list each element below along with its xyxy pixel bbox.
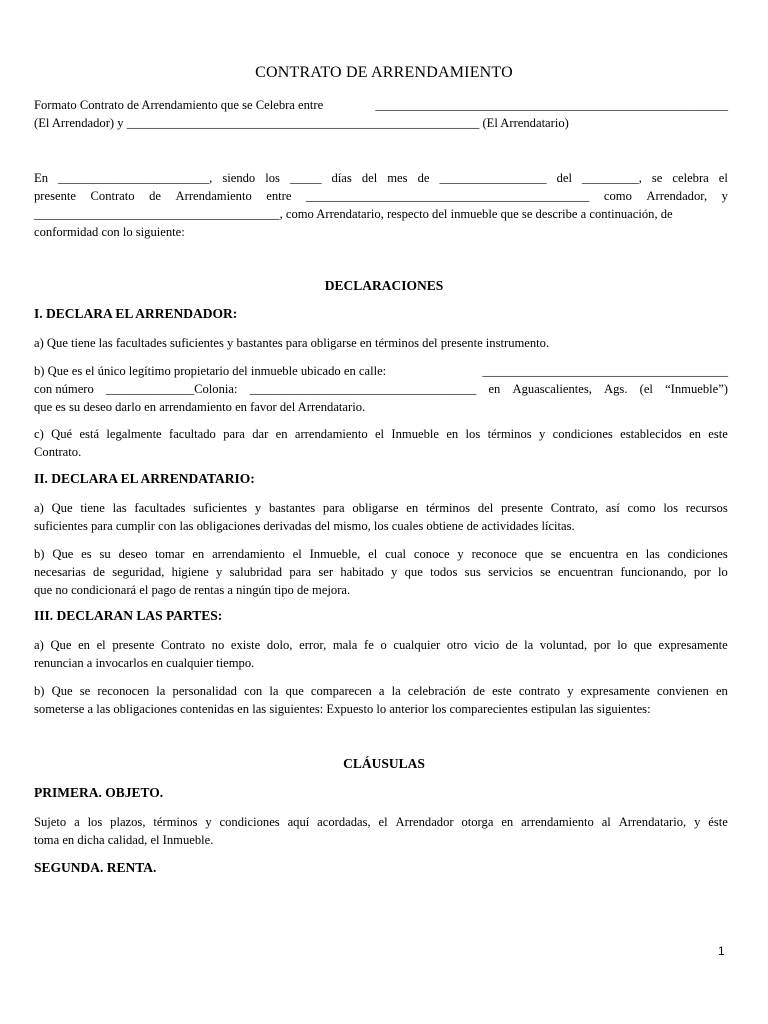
word: términos [487, 427, 532, 441]
word: facultado [169, 427, 216, 441]
word: Contrato [160, 638, 206, 652]
word: Arrendamiento [175, 189, 252, 203]
word: Sujeto [34, 815, 67, 829]
partes-clause-a: a) Que en el presente Contrato no existe dolo, error, mala fe o cualquier otro vicio de la voluntad, por lo que expresamente renuncian a invocarlos en cualquier tiempo. [34, 638, 728, 670]
word: necesarias [34, 565, 86, 579]
word: (el [639, 382, 653, 396]
word: otorga [461, 815, 494, 829]
word: Qué [51, 427, 73, 441]
word: convienen [657, 684, 709, 698]
word: existe [230, 638, 261, 652]
word: por [693, 565, 711, 579]
word: todos [430, 565, 458, 579]
word: el [368, 547, 378, 561]
word: así [605, 501, 620, 515]
word: del [556, 171, 572, 185]
word: y [539, 427, 546, 441]
clause-heading-primera: PRIMERA. OBJETO. [34, 785, 164, 800]
word: Que [50, 638, 72, 652]
fill-in-blank[interactable]: _____ [290, 171, 322, 185]
word: bastantes [268, 501, 316, 515]
word: o [380, 638, 387, 652]
justified-line [34, 682, 728, 700]
word: al [601, 815, 611, 829]
word: en [689, 427, 701, 441]
word: que [633, 638, 652, 652]
word: celebración [407, 684, 466, 698]
preamble-paragraph [34, 169, 728, 241]
intro-text: Formato Contrato de Arrendamiento que se Celebra entre [34, 98, 324, 112]
word: de [93, 565, 105, 579]
word: este [708, 427, 728, 441]
word: los [663, 501, 679, 515]
word: tomar [155, 547, 185, 561]
word: ser [318, 565, 334, 579]
word: siendo [222, 171, 256, 185]
justified-line [34, 545, 728, 563]
word: celebra [672, 171, 709, 185]
word: funcionando, [620, 565, 687, 579]
word: presente [34, 189, 76, 203]
justified-line [34, 499, 728, 517]
section-heading-partes: III. DECLARAN LAS PARTES: [34, 608, 223, 623]
word: mes [387, 171, 408, 185]
word: que [524, 547, 544, 561]
word: del [477, 501, 494, 515]
word: facultades [134, 501, 186, 515]
word: y [216, 565, 223, 579]
fill-in-blank[interactable]: ____________________________________ [249, 382, 477, 396]
word: conoce [413, 547, 450, 561]
word: aquí [287, 815, 310, 829]
word: reconoce [471, 547, 518, 561]
word: a) [34, 638, 44, 652]
street-blank[interactable]: _______________________________________ [482, 364, 728, 378]
word: Arrendador [395, 815, 454, 829]
word: b) [34, 547, 45, 561]
justified-line [34, 563, 728, 581]
word: Que [51, 684, 73, 698]
word: la [391, 684, 401, 698]
word: en [488, 382, 501, 396]
word: salubridad [229, 565, 283, 579]
word: a [378, 684, 385, 698]
word: días [331, 171, 352, 185]
word: mala [332, 638, 358, 652]
fill-in-blank[interactable]: _____________________________________________ [306, 189, 590, 203]
word: la [156, 684, 166, 698]
word: a) [34, 501, 44, 515]
word: expresamente [658, 638, 728, 652]
word: lo [718, 565, 728, 579]
word: Que [52, 547, 74, 561]
word: y [721, 189, 728, 203]
word: fe [364, 638, 374, 652]
word: el [378, 815, 388, 829]
word: con número [34, 382, 94, 396]
word: como [603, 189, 632, 203]
word: c) [34, 427, 44, 441]
word: arrendamiento [521, 815, 594, 829]
word: lo [617, 638, 628, 652]
word: comparecen [310, 684, 372, 698]
justified-line [34, 187, 728, 205]
word: que [285, 684, 304, 698]
word: reconocen [97, 684, 150, 698]
word: para [223, 427, 245, 441]
word: en [446, 427, 459, 441]
word: y [567, 684, 574, 698]
justified-line [34, 425, 728, 443]
word: b) [34, 684, 45, 698]
word: en [275, 427, 288, 441]
arrendador-name-blank[interactable]: ________________________________________________________ [375, 98, 728, 112]
word: el [292, 547, 302, 561]
intro-text: (El Arrendador) y [34, 116, 124, 130]
word: se [651, 171, 663, 185]
word: el [718, 171, 728, 185]
word: presente [501, 501, 543, 515]
justified-line [34, 380, 728, 398]
arrendador-clause-b: b) Que es el único legítimo propietario del inmueble ubicado en calle: _______________________________________ con número ______________Colonia: ____________________________________ en Aguascalientes, Ags. (el “Inmueble”) que es su deseo darlo en arrendamiento en favor del Arrendatario. [34, 364, 728, 414]
word: Ags. [604, 382, 628, 396]
word: voluntad, [539, 638, 588, 652]
word: Inmueble, [309, 547, 361, 561]
word: este [492, 684, 512, 698]
word: sus [464, 565, 481, 579]
word: Contrato, [550, 501, 598, 515]
word: recursos [685, 501, 728, 515]
word: se [540, 565, 551, 579]
justified-line [34, 813, 728, 831]
fill-in-blank[interactable]: _________, [582, 171, 642, 185]
word: tiene [80, 501, 105, 515]
word: la [269, 684, 279, 698]
word: se [79, 684, 91, 698]
clausulas-title: CLÁUSULAS [343, 756, 425, 771]
preamble-line: conformidad con lo siguiente: [34, 225, 185, 239]
word: en [626, 547, 638, 561]
word: como [627, 501, 656, 515]
word: las [112, 501, 127, 515]
word: encuentra [569, 547, 619, 561]
declaraciones-title: DECLARACIONES [324, 278, 444, 293]
word: términos [153, 815, 198, 829]
clause-heading-segunda: SEGUNDA. RENTA. [34, 860, 157, 875]
document-title: CONTRATO DE ARRENDAMIENTO [255, 64, 513, 81]
word: con [244, 684, 263, 698]
word: y [205, 815, 212, 829]
word: y [254, 501, 262, 515]
word: obligarse [352, 501, 399, 515]
word: cualquier [393, 638, 441, 652]
primera-paragraph: Sujeto a los plazos, términos y condiciones aquí acordadas, el Arrendador otorga en arrendamiento al Arrendatario, y éste toma en dicha calidad, el Inmueble. [34, 815, 728, 847]
word: términos [425, 501, 471, 515]
intro-text: (El Arrendatario) [482, 116, 569, 130]
word: suficientes [193, 501, 248, 515]
word: y [391, 565, 398, 579]
word: en [78, 638, 90, 652]
word: y [694, 815, 701, 829]
word: condiciones [552, 427, 613, 441]
word: legalmente [106, 427, 162, 441]
word: expresamente [580, 684, 650, 698]
word: establecidos [620, 427, 682, 441]
word: vicio [473, 638, 499, 652]
word: higiene [171, 565, 209, 579]
word: Arrendatario, [618, 815, 687, 829]
word: que [404, 565, 423, 579]
word: para [322, 501, 345, 515]
word: Arrendador, [646, 189, 708, 203]
word: los [265, 171, 280, 185]
word: del [361, 171, 378, 185]
word: los [87, 815, 103, 829]
fill-in-blank[interactable]: ________________________, [58, 171, 213, 185]
word: de [417, 171, 430, 185]
word: los [465, 427, 481, 441]
arrendatario-name-blank[interactable]: ________________________________________________________ [126, 116, 480, 130]
word: está [79, 427, 100, 441]
word: y [457, 547, 464, 561]
word: Que [51, 501, 73, 515]
word: condiciones [667, 547, 728, 561]
word: cual [385, 547, 407, 561]
word: acordadas, [317, 815, 371, 829]
word: entre [266, 189, 292, 203]
word: éste [708, 815, 728, 829]
page-number: 1 [718, 944, 725, 958]
word: encuentran [557, 565, 614, 579]
section-heading-arrendatario: II. DECLARA EL ARRENDATARIO: [34, 471, 255, 486]
partes-clause-b: b) Que se reconocen la personalidad con la que comparecen a la celebración de este contrato y expresamente convienen en someterse a las obligaciones contenidas en las siguientes: Expuesto lo anterior los comparecientes estipulan las siguientes: [34, 684, 728, 716]
word: condiciones [219, 815, 280, 829]
justified-line [34, 636, 728, 654]
word: “Inmueble”) [665, 382, 728, 396]
word: deseo [118, 547, 148, 561]
word: error, [299, 638, 327, 652]
word: presente [112, 638, 155, 652]
word: arrendamiento [294, 427, 368, 441]
word: dolo, [266, 638, 293, 652]
word: en [406, 501, 419, 515]
word: es [81, 547, 92, 561]
word: arrendamiento [212, 547, 285, 561]
word: en [715, 684, 728, 698]
word: para [289, 565, 312, 579]
word: en [192, 547, 205, 561]
word: Aguascalientes, [512, 382, 592, 396]
word: por [593, 638, 611, 652]
preamble-line: _______________________________________, como Arrendatario, respecto del inmueble que se describe a continuación, de [34, 207, 673, 221]
word: de [505, 638, 518, 652]
word: plazos, [110, 815, 146, 829]
fill-in-blank[interactable]: _________________ [439, 171, 547, 185]
justified-line [34, 169, 728, 187]
word: servicios [488, 565, 533, 579]
word: en [501, 815, 514, 829]
word: dar [252, 427, 269, 441]
word: otro [446, 638, 468, 652]
word: el [374, 427, 385, 441]
word: Inmueble [391, 427, 439, 441]
word: En [34, 171, 48, 185]
arrendatario-clause-b: b) Que es su deseo tomar en arrendamiento el Inmueble, el cual conoce y reconoce que se encuentra en las condiciones necesarias de seguridad, higiene y salubridad para ser habitado y que todos sus servicios se encuentran funcionando, por lo que no condicionará el pago de rentas a ningún tipo de mejora. [34, 547, 728, 597]
word: las [645, 547, 660, 561]
arrendador-clause-c: c) Qué está legalmente facultado para dar en arrendamiento el Inmueble en los términos y condiciones establecidos en este Contrato. [34, 427, 728, 459]
word: de [149, 189, 161, 203]
word: de [473, 684, 485, 698]
word: habitado [340, 565, 384, 579]
word: a [74, 815, 80, 829]
word: personalidad [172, 684, 237, 698]
section-heading-arrendador: I. DECLARA EL ARRENDADOR: [34, 306, 238, 321]
word: su [99, 547, 111, 561]
word: se [550, 547, 562, 561]
word: contrato [518, 684, 561, 698]
intro-paragraph [34, 96, 728, 132]
arrendador-clause-a: a) Que tiene las facultades suficientes y bastantes para obligarse en términos del presente instrumento. [34, 336, 550, 350]
word: el [96, 638, 106, 652]
word: seguridad, [112, 565, 165, 579]
word: Contrato [90, 189, 135, 203]
word: no [211, 638, 225, 652]
fill-in-blank[interactable]: ______________Colonia: [105, 382, 238, 396]
arrendatario-clause-a: a) Que tiene las facultades suficientes y bastantes para obligarse en términos del presente Contrato, así como los recursos suficientes para cumplir con las obligaciones derivadas del mismo, los cuales obtiene de actividades lícitas. [34, 501, 728, 533]
word: la [524, 638, 534, 652]
